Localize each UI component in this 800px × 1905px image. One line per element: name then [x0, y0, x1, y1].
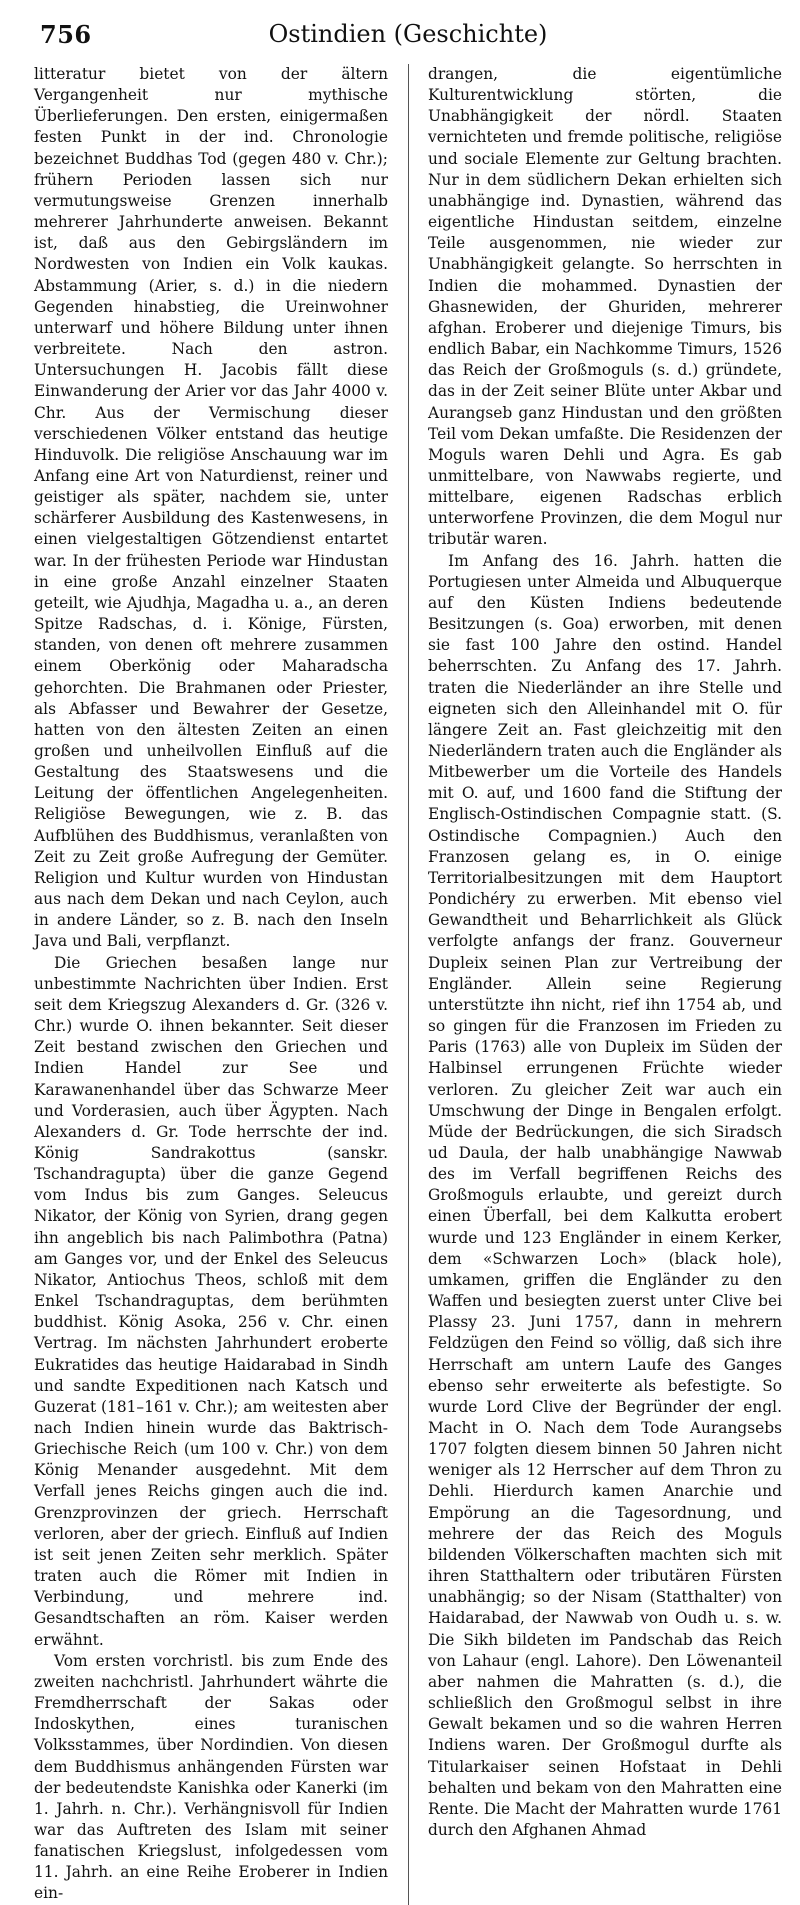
page-number: 756	[40, 20, 92, 49]
paragraph: litteratur bietet von der ältern Vergangenheit nur mythische Überlieferungen. Den ersten, einigermaßen festen Punkt in der ind. Chronologie bezeichnet Buddhas Tod (gegen 480 v. Chr.); frühern Perioden lassen sich nur vermutungsweise Grenzen innerhalb mehrerer Jahrhunderte anweisen. Bekannt ist, daß aus den Gebirgsländern im Nordwesten von Indien ein Volk kaukas. Abstammung (Arier, s. d.) in die niedern Gegenden hinabstieg, die Ureinwohner unterwarf und höhere Bildung unter ihnen verbreitete. Nach den astron. Untersuchungen H. Jacobis fällt diese Einwanderung der Arier vor das Jahr 4000 v. Chr. Aus der Vermischung dieser verschiedenen Völker entstand das heutige Hinduvolk. Die religiöse Anschauung war im Anfang eine Art von Naturdienst, reiner und geistiger als später, nachdem sie, unter schärferer Ausbildung des Kastenwesens, in einen vielgestaltigen Götzendienst entartet war. In der frühesten Periode war Hindustan in eine große Anzahl einzelner Staaten geteilt, wie Ajudhja, Magadha u. a., an deren Spitze Radschas, d. i. Könige, Fürsten, standen, von denen oft mehrere zusammen einem Oberkönig oder Maharadscha gehorchten. Die Brahmanen oder Priester, als Abfasser und Bewahrer der Gesetze, hatten von den ältesten Zeiten an einen großen und unheilvollen Einfluß auf die Gestaltung des Staatswesens und die Leitung der öffentlichen Angelegenheiten. Religiöse Bewegungen, wie z. B. das Aufblühen des Buddhismus, veranlaßten von Zeit zu Zeit große Aufregung der Gemüter. Religion und Kultur wurden von Hindustan aus nach dem Dekan und nach Ceylon, auch in andere Länder, so z. B. nach den Inseln Java und Bali, verpflanzt.	[34, 65, 388, 951]
running-head: Ostindien (Geschichte)	[268, 20, 548, 48]
paragraph: drangen, die eigentümliche Kulturentwicklung störten, die Unabhängigkeit der nördl. Staaten vernichteten und fremde politische, religiöse und sociale Elemente zur Geltung brachten. Nur in dem südlichern Dekan erhielten sich unabhängige ind. Dynastien, während das eigentliche Hindustan seitdem, einzelne Teile ausgenommen, nie wieder zur Unabhängigkeit gelangte. So herrschten in Indien die mohammed. Dynastien der Ghasnewiden, der Ghuriden, mehrerer afghan. Eroberer und diejenige Timurs, bis endlich Babar, ein Nachkomme Timurs, 1526 das Reich der Großmoguls (s. d.) gründete, das in der Zeit seiner Blüte unter Akbar und Aurangseb ganz Hindustan und den größten Teil vom Dekan umfaßte. Die Residenzen der Moguls waren Dehli und Agra. Es gab unmittelbare, von Nawwabs regierte, und mittelbare, eigenen Radschas erblich unterworfene Provinzen, die dem Mogul nur tributär waren.	[428, 65, 782, 549]
paragraph: Im Anfang des 16. Jahrh. hatten die Portugiesen unter Almeida und Albuquerque auf den Küsten Indiens bedeutende Besitzungen (s. Goa) erworben, mit denen sie fast 100 Jahre den ostind. Handel beherrschten. Zu Anfang des 17. Jahrh. traten die Niederländer an ihre Stelle und eigneten sich den Alleinhandel mit O. für längere Zeit an. Fast gleichzeitig mit den Niederländern traten auch die Engländer als Mitbewerber um die Vorteile des Handels mit O. auf, und 1600 fand die Stiftung der Englisch-Ostindischen Compagnie statt. (S. Ostindische Compagnien.) Auch den Franzosen gelang es, in O. einige Territorialbesitzungen mit dem Hauptort Pondichéry zu erwerben. Mit ebenso viel Gewandtheit und Beharrlichkeit als Glück verfolgte anfangs der franz. Gouverneur Dupleix seinen Plan zur Vertreibung der Engländer. Allein seine Regierung unterstützte ihn nicht, rief ihn 1754 ab, und so gingen für die Franzosen im Frieden zu Paris (1763) alle von Dupleix im Süden der Halbinsel errungenen Früchte wieder verloren. Zu gleicher Zeit war auch ein Umschwung der Dinge in Bengalen erfolgt. Müde der Bedrückungen, die sich Siradsch ud Daula, der halb unabhängige Nawwab des im Verfall begriffenen Reichs des Großmoguls erlaubte, und gereizt durch einen Überfall, bei dem Kalkutta erobert wurde und 123 Engländer in einem Kerker, dem «Schwarzen Loch» (black hole), umkamen, griffen die Engländer zu den Waffen und besiegten zuerst unter Clive bei Plassy 23. Juni 1757, dann in mehrern Feldzügen den Feind so völlig, daß sich ihre Herrschaft am untern Laufe des Ganges ebenso sehr erweiterte als befestigte. So wurde Lord Clive der Begründer der engl. Macht in O. Nach dem Tode Aurangsebs 1707 folgten diesem binnen 50 Jahren nicht weniger als 12 Herrscher auf dem Thron zu Dehli. Hierdurch kamen Anarchie und Empörung an die Tagesordnung, und mehrere der das Reich des Moguls bildenden Völkerschaften machten sich mit ihren Statthaltern oder tributären Fürsten unabhängig; so der Nisam (Statthalter) von Haidarabad, der Nawwab von Oudh u. s. w. Die Sikh bildeten im Pandschab das Reich von Lahaur (engl. Lahore). Den Löwenanteil aber nahmen die Mahratten (s. d.), die schließlich den Großmogul selbst in ihre Gewalt bekamen und so die wahren Herren Indiens waren. Der Großmogul durfte als Titularkaiser seinen Hofstaat in Dehli behalten und bekam von den Mahratten eine Rente. Die Macht der Mahratten wurde 1761 durch den Afghanen Ahmad	[428, 551, 782, 1839]
text-columns	[34, 64, 782, 1905]
paragraph: Vom ersten vorchristl. bis zum Ende des zweiten nachchristl. Jahrhundert währte die Fremdherrschaft der Sakas oder Indoskythen, eines turanischen Volksstammes, über Nordindien. Von diesen dem Buddhismus anhängenden Fürsten war der bedeutendste Kanishka oder Kanerki (im 1. Jahrh. n. Chr.). Verhängnisvoll für Indien war das Auftreten des Islam mit seiner fanatischen Kriegslust, infolgedessen vom 11. Jahrh. an eine Reihe Eroberer in Indien ein-	[34, 1651, 388, 1903]
right-column	[428, 64, 782, 1905]
page-header	[34, 0, 782, 64]
left-column	[34, 64, 388, 1905]
paragraph: Die Griechen besaßen lange nur unbestimmte Nachrichten über Indien. Erst seit dem Kriegszug Alexanders d. Gr. (326 v. Chr.) wurde O. ihnen bekannter. Seit dieser Zeit bestand zwischen den Griechen und Indien Handel zur See und Karawanenhandel über das Schwarze Meer und Vorderasien, auch über Ägypten. Nach Alexanders d. Gr. Tode herrschte der ind. König Sandrakottus (sanskr. Tschandragupta) über die ganze Gegend vom Indus bis zum Ganges. Seleucus Nikator, der König von Syrien, drang gegen ihn angeblich bis nach Palimbothra (Patna) am Ganges vor, und der Enkel des Seleucus Nikator, Antiochus Theos, schloß mit dem Enkel Tschandraguptas, dem berühmten buddhist. König Asoka, 256 v. Chr. einen Vertrag. Im nächsten Jahrhundert eroberte Eukratides das heutige Haidarabad in Sindh und sandte Expeditionen nach Katsch und Guzerat (181–161 v. Chr.); am weitesten aber nach Indien hinein wurde das Baktrisch-Griechische Reich (um 100 v. Chr.) von dem König Menander ausgedehnt. Mit dem Verfall jenes Reichs gingen auch die ind. Grenzprovinzen der griech. Herrschaft verloren, aber der griech. Einfluß auf Indien ist seit jenen Zeiten sehr merklich. Später traten auch die Römer mit Indien in Verbindung, und mehrere ind. Gesandtschaften an röm. Kaiser werden erwähnt.	[34, 953, 389, 1649]
column-divider	[408, 64, 409, 1905]
